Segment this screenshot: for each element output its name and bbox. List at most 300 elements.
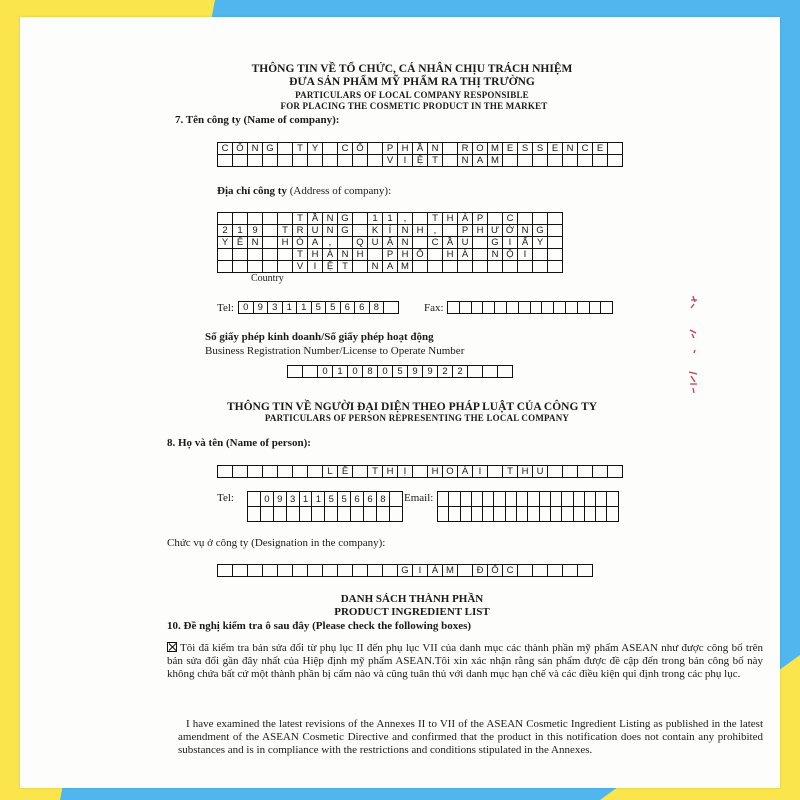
checked-box-icon[interactable] xyxy=(167,642,177,652)
company-name-cell xyxy=(563,155,578,167)
address-cell: V xyxy=(293,261,308,273)
company-name-cell: M xyxy=(488,155,503,167)
person-name-cell xyxy=(308,466,323,478)
address-cell xyxy=(443,225,458,237)
tel2-cell: 3 xyxy=(287,492,300,507)
email-grid xyxy=(437,491,619,522)
address-cell xyxy=(488,213,503,225)
address-cell xyxy=(278,261,293,273)
address-cell: C xyxy=(428,237,443,249)
company-name-cell: N xyxy=(458,155,473,167)
company-name-cell: M xyxy=(488,143,503,155)
address-cell xyxy=(473,249,488,261)
address-cell xyxy=(458,261,473,273)
person-name-cell xyxy=(608,466,623,478)
designation-cell xyxy=(218,565,233,577)
tel-label: Tel: xyxy=(217,302,234,314)
designation-cell xyxy=(338,565,353,577)
company-name-cell: Ô xyxy=(233,143,248,155)
email-cell xyxy=(562,492,573,507)
email-cell xyxy=(449,507,460,522)
tel2-cell xyxy=(325,507,338,522)
tel2-cell xyxy=(261,507,274,522)
company-name-cell: O xyxy=(473,143,488,155)
address-cell: G xyxy=(533,225,548,237)
company-name-cell: C xyxy=(338,143,353,155)
address-cell xyxy=(533,249,548,261)
address-cell xyxy=(218,213,233,225)
address-cell xyxy=(353,225,368,237)
address-cell xyxy=(263,225,278,237)
address-cell: À xyxy=(458,249,473,261)
company-name-cell xyxy=(263,155,278,167)
address-cell xyxy=(278,213,293,225)
address-label-bold: Địa chỉ công ty xyxy=(217,185,287,197)
company-name-cell xyxy=(368,155,383,167)
company-name-cell xyxy=(323,155,338,167)
email-cell xyxy=(461,492,472,507)
person-name-cell: À xyxy=(458,466,473,478)
person-name-cell: H xyxy=(518,466,533,478)
address-cell: P xyxy=(383,249,398,261)
designation-cell: M xyxy=(443,565,458,577)
fax-cell xyxy=(566,302,578,314)
address-cell: À xyxy=(323,249,338,261)
person-name-cell: H xyxy=(383,466,398,478)
person-name-label: 8. Họ và tên (Name of person): xyxy=(167,437,311,449)
tel-cell: 6 xyxy=(355,302,370,314)
address-cell xyxy=(353,213,368,225)
address-cell xyxy=(413,261,428,273)
fax-cell xyxy=(519,302,531,314)
header-vi-line1: THÔNG TIN VỀ TỔ CHỨC, CÁ NHÂN CHỊU TRÁCH NHIỆM xyxy=(251,63,573,75)
company-name-cell xyxy=(608,143,623,155)
address-cell xyxy=(413,213,428,225)
email-cell xyxy=(551,492,562,507)
person-name-cell: T xyxy=(368,466,383,478)
email-cell xyxy=(483,492,494,507)
company-name-cell xyxy=(443,155,458,167)
designation-cell: I xyxy=(413,565,428,577)
address-cell: Ộ xyxy=(503,249,518,261)
email-cell xyxy=(574,507,585,522)
address-cell: Í xyxy=(383,225,398,237)
company-name-cell xyxy=(278,155,293,167)
license-cell: 0 xyxy=(348,366,363,378)
designation-cell: C xyxy=(503,565,518,577)
company-name-cell: T xyxy=(428,155,443,167)
address-cell: Ầ xyxy=(443,237,458,249)
tel2-cell xyxy=(248,492,261,507)
company-name-cell: N xyxy=(248,143,263,155)
company-name-cell: S xyxy=(518,143,533,155)
tel-cell: 5 xyxy=(326,302,341,314)
person-name-cell: H xyxy=(428,466,443,478)
address-cell: P xyxy=(473,213,488,225)
person-name-cell xyxy=(353,466,368,478)
address-cell xyxy=(548,213,563,225)
address-cell xyxy=(548,237,563,249)
person-name-cell: I xyxy=(473,466,488,478)
license-cell: 2 xyxy=(438,366,453,378)
address-cell xyxy=(518,213,533,225)
fax-cell xyxy=(542,302,554,314)
company-name-cell xyxy=(293,155,308,167)
address-cell xyxy=(548,249,563,261)
fax-cell xyxy=(554,302,566,314)
designation-cell xyxy=(368,565,383,577)
person-name-cell xyxy=(293,466,308,478)
license-cell: 9 xyxy=(423,366,438,378)
address-cell: U xyxy=(308,225,323,237)
address-cell xyxy=(248,213,263,225)
address-cell: 1 xyxy=(383,213,398,225)
address-cell: Ư xyxy=(488,225,503,237)
address-cell xyxy=(533,213,548,225)
fax-cell xyxy=(448,302,460,314)
tel2-cell xyxy=(300,507,313,522)
ingredient-title-vi: DANH SÁCH THÀNH PHẦN xyxy=(340,593,484,605)
license-cell xyxy=(468,366,483,378)
person-name-cell xyxy=(488,466,503,478)
license-cell: 9 xyxy=(408,366,423,378)
email-cell xyxy=(528,492,539,507)
designation-cell xyxy=(278,565,293,577)
email-cell xyxy=(540,492,551,507)
company-name-cell: E xyxy=(503,143,518,155)
company-name-cell xyxy=(323,143,338,155)
tel2-cell xyxy=(351,507,364,522)
address-cell: N xyxy=(398,225,413,237)
email-cell xyxy=(461,507,472,522)
company-name-cell xyxy=(443,143,458,155)
company-name-cell: E xyxy=(548,143,563,155)
person-name-cell xyxy=(248,466,263,478)
address-cell xyxy=(428,261,443,273)
designation-cell xyxy=(533,565,548,577)
fax-cell xyxy=(495,302,507,314)
designation-cell: Ố xyxy=(488,565,503,577)
address-cell: Ệ xyxy=(323,261,338,273)
company-name-cell: C xyxy=(218,143,233,155)
email-cell xyxy=(483,507,494,522)
address-cell: Ầ xyxy=(308,213,323,225)
address-cell: 1 xyxy=(233,225,248,237)
tel-cell: 0 xyxy=(239,302,254,314)
address-label xyxy=(217,186,391,197)
address-cell: , xyxy=(428,225,443,237)
license-cell: 2 xyxy=(453,366,468,378)
person-name-cell: O xyxy=(443,466,458,478)
company-name-grid xyxy=(217,142,623,167)
company-name-cell: S xyxy=(533,143,548,155)
address-cell: N xyxy=(368,261,383,273)
address-cell xyxy=(248,249,263,261)
person-name-cell xyxy=(233,466,248,478)
license-cell: 0 xyxy=(378,366,393,378)
email-cell xyxy=(449,492,460,507)
license-label: Số giấy phép kinh doanh/Số giấy phép hoạt động xyxy=(205,331,434,343)
company-name-cell xyxy=(338,155,353,167)
header-en-line2: FOR PLACING THE COSMETIC PRODUCT IN THE MARKET xyxy=(280,101,548,111)
email-cell xyxy=(472,492,483,507)
address-cell xyxy=(263,249,278,261)
tel-grid xyxy=(238,301,399,314)
address-cell: H xyxy=(308,249,323,261)
address-cell: Ê xyxy=(233,237,248,249)
address-cell: H xyxy=(278,237,293,249)
address-cell: I xyxy=(308,261,323,273)
tel2-cell: 5 xyxy=(325,492,338,507)
company-name-cell xyxy=(368,143,383,155)
company-name-cell xyxy=(533,155,548,167)
address-cell: N xyxy=(518,225,533,237)
declaration-vi xyxy=(167,642,763,680)
company-name-cell: Ổ xyxy=(353,143,368,155)
address-cell: Y xyxy=(533,237,548,249)
address-cell xyxy=(548,225,563,237)
tel2-cell xyxy=(312,507,325,522)
address-cell xyxy=(368,249,383,261)
company-name-cell xyxy=(308,155,323,167)
email-cell xyxy=(494,507,505,522)
address-cell: H xyxy=(443,213,458,225)
person-name-cell xyxy=(563,466,578,478)
fax-cell xyxy=(590,302,602,314)
company-name-cell xyxy=(578,155,593,167)
address-cell xyxy=(278,249,293,261)
company-name-cell xyxy=(278,143,293,155)
tel2-cell xyxy=(390,492,403,507)
declaration-vi-text: Tôi đã kiểm tra bản sửa đổi từ phụ lục II đến phụ lục VII của danh mục các thành phần mỹ phẩm ASEAN như được công bố trên bản sửa đổi gần đây nhất của Hiệp định mỹ phẩm ASEAN.Tôi xin xác nhận rằng sản phẩm được đề cập đến trong bản công bố này không chứa bất cứ một thành phần bị cấm nào và cũng tuân thủ với danh mục hạn chế và các điều kiện qui định trong các phụ lục. xyxy=(167,642,763,680)
person-name-cell xyxy=(263,466,278,478)
company-name-cell: E xyxy=(593,143,608,155)
tel2-cell: 1 xyxy=(300,492,313,507)
fax-cell xyxy=(507,302,519,314)
license-cell xyxy=(288,366,303,378)
address-cell: U xyxy=(368,237,383,249)
address-cell: Ậ xyxy=(383,237,398,249)
email-label: Email: xyxy=(404,492,434,504)
tel2-cell: 5 xyxy=(338,492,351,507)
company-name-cell xyxy=(503,155,518,167)
company-name-cell: G xyxy=(263,143,278,155)
address-cell: N xyxy=(398,237,413,249)
company-name-cell: Y xyxy=(308,143,323,155)
header-en-line1: PARTICULARS OF LOCAL COMPANY RESPONSIBLE xyxy=(295,90,529,100)
tel2-grid xyxy=(247,491,403,522)
person-name-grid xyxy=(217,465,623,478)
address-cell: G xyxy=(338,213,353,225)
address-cell xyxy=(443,261,458,273)
email-cell xyxy=(506,492,517,507)
person-name-cell xyxy=(548,466,563,478)
address-cell: Y xyxy=(218,237,233,249)
tel2-label: Tel: xyxy=(217,492,234,504)
designation-grid xyxy=(217,564,593,577)
company-name-cell xyxy=(593,155,608,167)
tel2-cell xyxy=(390,507,403,522)
address-cell: 2 xyxy=(218,225,233,237)
address-cell: I xyxy=(503,237,518,249)
address-cell: N xyxy=(323,225,338,237)
address-cell: G xyxy=(488,237,503,249)
company-name-cell: H xyxy=(398,143,413,155)
designation-cell xyxy=(578,565,593,577)
email-cell xyxy=(596,507,607,522)
designation-cell xyxy=(353,565,368,577)
designation-cell xyxy=(263,565,278,577)
license-label-en: Business Registration Number/License to Operate Number xyxy=(205,345,465,357)
company-name-cell: N xyxy=(563,143,578,155)
company-name-cell: P xyxy=(383,143,398,155)
designation-cell: Đ xyxy=(473,565,488,577)
email-cell xyxy=(562,507,573,522)
address-cell: T xyxy=(428,213,443,225)
address-cell: Ò xyxy=(293,237,308,249)
designation-cell xyxy=(248,565,263,577)
tel2-cell xyxy=(248,507,261,522)
company-name-cell xyxy=(353,155,368,167)
email-cell xyxy=(517,507,528,522)
address-cell xyxy=(488,261,503,273)
address-cell: Á xyxy=(458,213,473,225)
address-cell: U xyxy=(458,237,473,249)
address-cell: 1 xyxy=(368,213,383,225)
tel2-cell xyxy=(377,507,390,522)
header2-vi: THÔNG TIN VỀ NGƯỜI ĐẠI DIỆN THEO PHÁP LUẬT CỦA CÔNG TY xyxy=(226,401,598,413)
email-cell xyxy=(551,507,562,522)
license-cell xyxy=(303,366,318,378)
address-cell: 9 xyxy=(248,225,263,237)
company-name-cell: T xyxy=(293,143,308,155)
address-cell: C xyxy=(503,213,518,225)
address-cell xyxy=(218,261,233,273)
person-name-cell: L xyxy=(323,466,338,478)
address-label-en: (Address of company): xyxy=(286,185,392,197)
country-label: Country xyxy=(251,273,284,284)
email-cell xyxy=(494,492,505,507)
address-cell: G xyxy=(338,225,353,237)
tel2-cell xyxy=(364,507,377,522)
email-cell xyxy=(472,507,483,522)
tel-cell: 1 xyxy=(297,302,312,314)
license-cell: 1 xyxy=(333,366,348,378)
red-stamp-mark xyxy=(680,290,706,410)
company-name-cell xyxy=(218,155,233,167)
address-cell: P xyxy=(458,225,473,237)
company-name-cell xyxy=(248,155,263,167)
address-cell: , xyxy=(398,213,413,225)
address-cell xyxy=(218,249,233,261)
person-name-cell xyxy=(578,466,593,478)
address-cell: I xyxy=(518,249,533,261)
person-name-cell xyxy=(218,466,233,478)
address-cell: A xyxy=(308,237,323,249)
address-cell: Ờ xyxy=(503,225,518,237)
designation-cell: Á xyxy=(428,565,443,577)
address-cell: A xyxy=(383,261,398,273)
company-name-cell xyxy=(233,155,248,167)
address-cell: N xyxy=(323,213,338,225)
fax-cell xyxy=(601,302,613,314)
designation-cell xyxy=(548,565,563,577)
person-name-cell xyxy=(278,466,293,478)
person-name-cell xyxy=(413,466,428,478)
company-name-cell xyxy=(518,155,533,167)
address-cell: H xyxy=(398,249,413,261)
tel-cell: 1 xyxy=(283,302,298,314)
email-cell xyxy=(506,507,517,522)
email-cell xyxy=(517,492,528,507)
company-name-cell: V xyxy=(383,155,398,167)
address-cell xyxy=(263,213,278,225)
address-cell xyxy=(533,261,548,273)
person-name-cell: T xyxy=(503,466,518,478)
tel2-cell xyxy=(338,507,351,522)
fax-cell xyxy=(483,302,495,314)
tel2-cell: 0 xyxy=(261,492,274,507)
company-name-cell: Ệ xyxy=(413,155,428,167)
license-cell xyxy=(498,366,513,378)
fax-label: Fax: xyxy=(424,302,444,314)
fax-cell xyxy=(472,302,484,314)
designation-cell xyxy=(308,565,323,577)
address-cell: N xyxy=(248,237,263,249)
designation-cell xyxy=(233,565,248,577)
address-cell xyxy=(233,213,248,225)
designation-label: Chức vụ ở công ty (Designation in the company): xyxy=(167,537,386,549)
address-cell xyxy=(263,261,278,273)
company-name-cell: C xyxy=(578,143,593,155)
designation-cell xyxy=(323,565,338,577)
tel2-cell: 6 xyxy=(364,492,377,507)
tel-cell: 3 xyxy=(268,302,283,314)
tel-cell xyxy=(384,302,399,314)
address-cell: N xyxy=(338,249,353,261)
email-cell xyxy=(438,492,449,507)
address-cell: R xyxy=(293,225,308,237)
email-cell xyxy=(585,492,596,507)
person-name-cell: Ê xyxy=(338,466,353,478)
designation-cell xyxy=(458,565,473,577)
address-cell xyxy=(503,261,518,273)
address-cell: M xyxy=(398,261,413,273)
address-cell: H xyxy=(473,225,488,237)
address-cell xyxy=(473,237,488,249)
address-cell xyxy=(548,261,563,273)
tel2-cell: 9 xyxy=(274,492,287,507)
address-cell: T xyxy=(293,213,308,225)
email-cell xyxy=(596,492,607,507)
designation-cell xyxy=(293,565,308,577)
address-cell: N xyxy=(488,249,503,261)
designation-cell: G xyxy=(398,565,413,577)
tel-cell: 9 xyxy=(254,302,269,314)
address-cell: H xyxy=(443,249,458,261)
email-cell xyxy=(540,507,551,522)
address-cell: K xyxy=(368,225,383,237)
address-cell xyxy=(233,249,248,261)
ingredient-title-en: PRODUCT INGREDIENT LIST xyxy=(334,606,490,618)
company-name-cell: N xyxy=(428,143,443,155)
tel2-cell xyxy=(274,507,287,522)
fax-cell xyxy=(460,302,472,314)
address-cell: H xyxy=(353,249,368,261)
designation-cell xyxy=(563,565,578,577)
email-cell xyxy=(438,507,449,522)
designation-cell xyxy=(518,565,533,577)
